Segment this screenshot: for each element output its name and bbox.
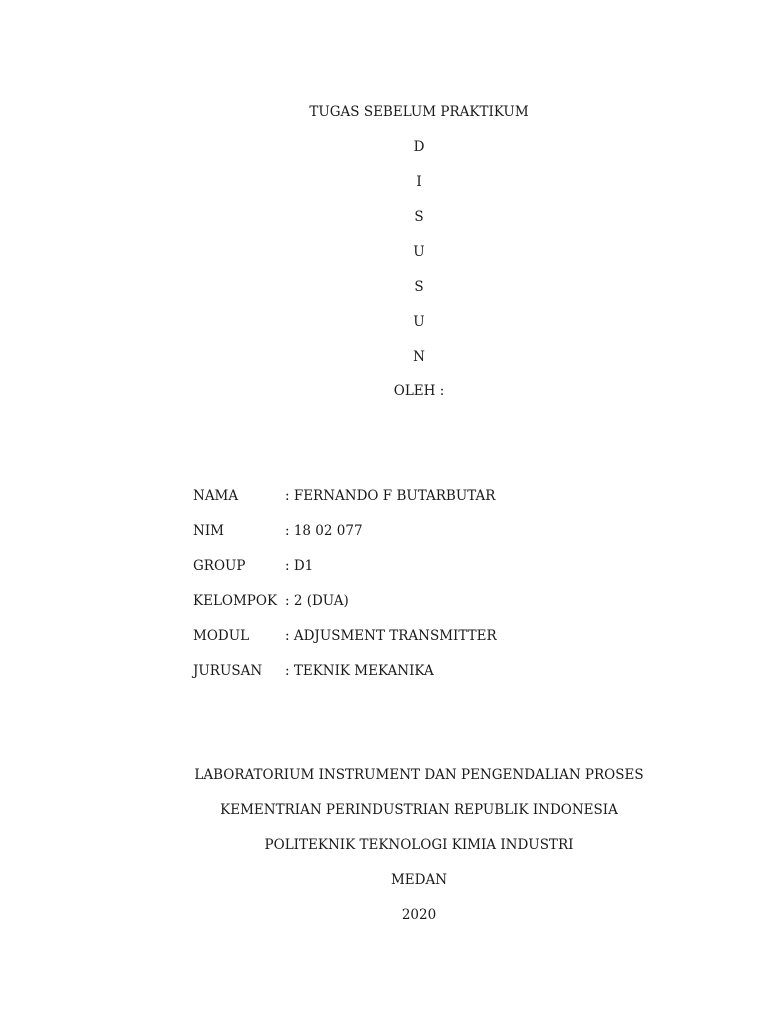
footer-ministry: KEMENTRIAN PERINDUSTRIAN REPUBLIK INDONESIA — [220, 802, 618, 818]
info-value: : FERNANDO F BUTARBUTAR — [285, 488, 496, 504]
footer-lab: LABORATORIUM INSTRUMENT DAN PENGENDALIAN PROSES — [194, 767, 644, 783]
footer-institution: POLITEKNIK TEKNOLOGI KIMIA INDUSTRI — [264, 837, 574, 853]
info-row-kelompok — [193, 593, 349, 609]
info-label: NIM — [193, 523, 224, 539]
disusun-letter: N — [413, 349, 425, 365]
info-row-jurusan — [193, 663, 434, 679]
info-row-group — [193, 558, 313, 574]
info-label: JURUSAN — [193, 663, 263, 679]
info-value: : 2 (DUA) — [285, 593, 349, 609]
info-row-modul — [193, 628, 497, 644]
info-row-nim — [193, 523, 363, 539]
info-label: GROUP — [193, 558, 246, 574]
info-label: NAMA — [193, 488, 239, 504]
oleh-label: OLEH : — [393, 383, 445, 399]
document-title: TUGAS SEBELUM PRAKTIKUM — [309, 104, 529, 120]
info-value: : 18 02 077 — [285, 523, 363, 539]
info-value: : D1 — [285, 558, 314, 574]
info-value: : ADJUSMENT TRANSMITTER — [285, 628, 497, 644]
info-label: KELOMPOK — [193, 593, 278, 609]
info-row-nama — [193, 488, 495, 504]
disusun-letter: U — [413, 244, 425, 260]
info-value: : TEKNIK MEKANIKA — [285, 663, 434, 679]
disusun-letter: S — [414, 279, 424, 295]
footer-city: MEDAN — [390, 872, 448, 888]
disusun-letter: I — [416, 174, 422, 190]
info-label: MODUL — [193, 628, 250, 644]
footer-year: 2020 — [401, 907, 437, 923]
disusun-letter: D — [413, 139, 425, 155]
disusun-letter: U — [413, 314, 425, 330]
disusun-letter: S — [414, 209, 424, 225]
